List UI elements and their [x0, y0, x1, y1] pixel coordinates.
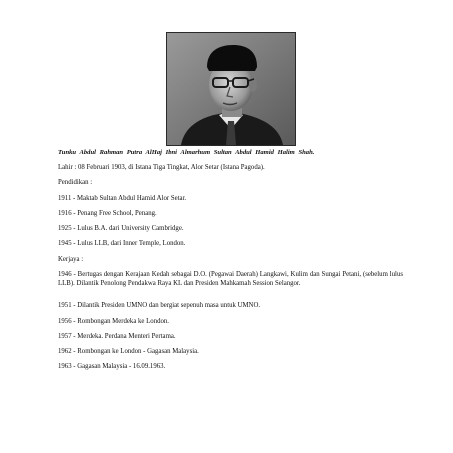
birth-info: Lahir : 08 Februari 1903, di Istana Tiga Tingkat, Alor Setar (Istana Pagoda). — [58, 164, 265, 171]
career-item: 1963 - Gagasan Malaysia - 16.09.1963. — [58, 363, 166, 370]
document-heading: Tunku Abdul Rahman Putra AlHaj Ibni Almarhum Sultan Abdul Hamid Halim Shah. — [58, 149, 315, 156]
education-item: 1911 - Maktab Sultan Abdul Hamid Alor Setar. — [58, 195, 187, 202]
career-item: 1956 - Rombongan Merdeka ke London. — [58, 318, 169, 325]
career-label: Kerjaya : — [58, 256, 84, 263]
education-label: Pendidikan : — [58, 179, 93, 186]
career-item: 1957 - Merdeka. Perdana Menteri Pertama. — [58, 333, 176, 340]
career-item: 1946 - Bertugas dengan Kerajaan Kedah sebagai D.O. (Pegawai Daerah) Langkawi, Kulim dan Sungai Petani, (sebelum lulus LLB). Dilantik Penolong Pendakwa Raya KL dan Presiden Mahkamah Session Selangor. — [58, 271, 403, 287]
career-item: 1962 - Rombongan ke London - Gagasan Malaysia. — [58, 348, 199, 355]
career-item: 1951 - Dilantik Presiden UMNO dan bergiat sepenuh masa untuk UMNO. — [58, 302, 261, 309]
education-item: 1945 - Lulus LLB, dari Inner Temple, London. — [58, 240, 186, 247]
portrait-illustration — [167, 33, 295, 145]
education-item: 1916 - Penang Free School, Penang. — [58, 210, 157, 217]
education-item: 1925 - Lulus B.A. dari University Cambridge. — [58, 225, 184, 232]
portrait-photo — [166, 32, 296, 146]
